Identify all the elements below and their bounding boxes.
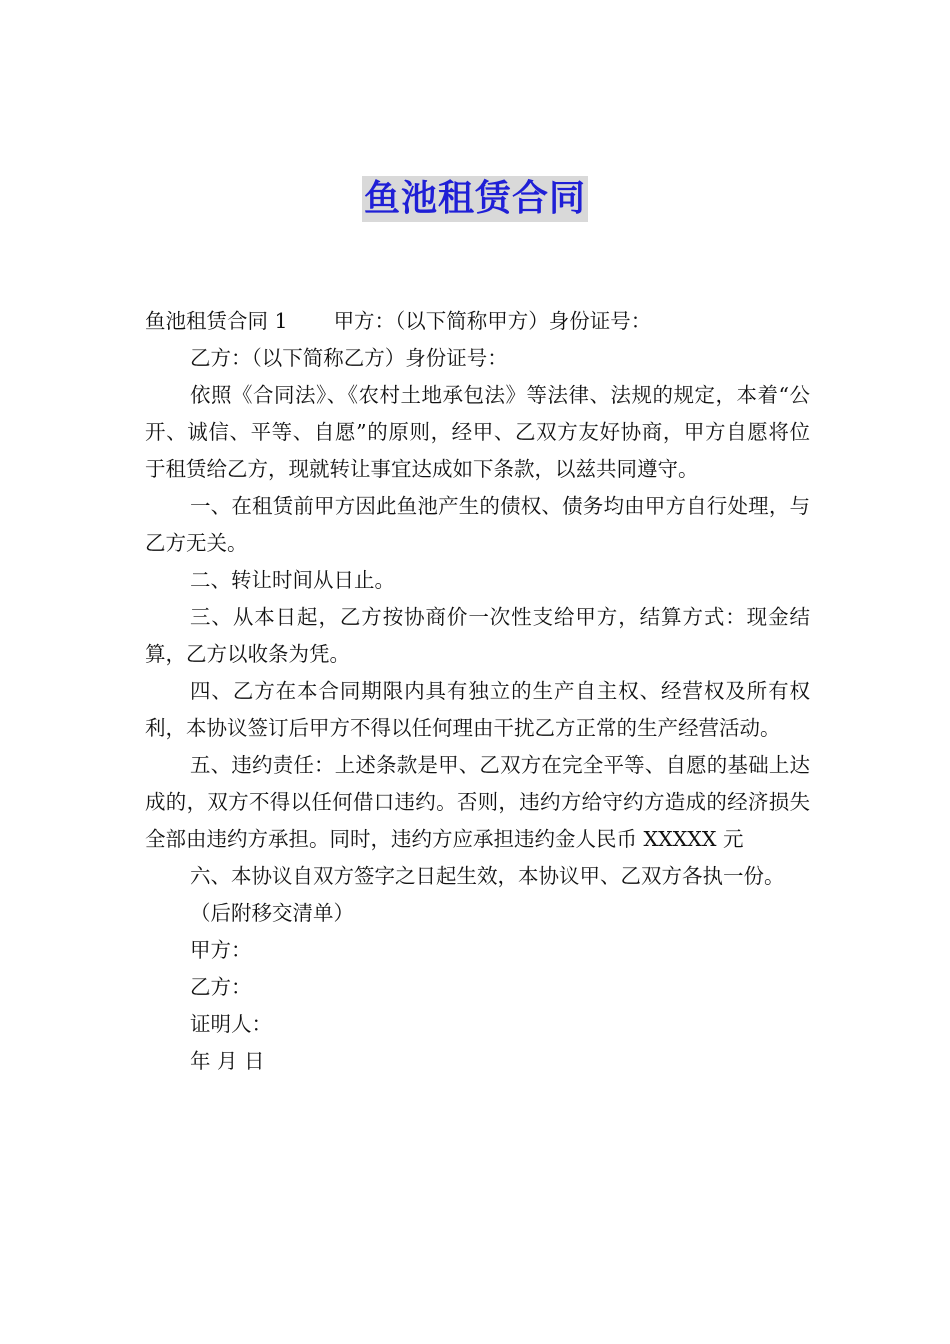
clause-4: 四、乙方在本合同期限内具有独立的生产自主权、经营权及所有权利，本协议签订后甲方不得以任何理由干扰乙方正常的生产经营活动。	[145, 679, 810, 740]
document-title: 鱼池租赁合同	[362, 176, 588, 222]
clause-6: 六、本协议自双方签字之日起生效，本协议甲、乙双方各执一份。	[190, 864, 785, 888]
party-a-line: 甲方：（以下简称甲方）身份证号：	[333, 309, 652, 333]
clause-1: 一、在租赁前甲方因此鱼池产生的债权、债务均由甲方自行处理，与乙方无关。	[145, 494, 810, 555]
clause-5: 五、违约责任：上述条款是甲、乙双方在完全平等、自愿的基础上达成的，双方不得以任何借口违约。否则，违约方给守约方造成的经济损失全部由违约方承担。同时，违约方应承担违约金人民币 XXXXX 元	[145, 753, 810, 851]
signature-witness: 证明人：	[190, 1012, 272, 1036]
attachment-note: （后附移交清单）	[190, 901, 354, 925]
clause-3: 三、从本日起，乙方按协商价一次性支给甲方，结算方式：现金结算，乙方以收条为凭。	[145, 605, 810, 666]
signature-party-a: 甲方：	[190, 938, 252, 962]
signature-date: 年 月 日	[190, 1049, 265, 1073]
preamble-paragraph: 依照《合同法》、《农村土地承包法》等法律、法规的规定，本着“公开、诚信、平等、自愿”的原则，经甲、乙双方友好协商，甲方自愿将位于租赁给乙方，现就转让事宜达成如下条款，以兹共同遵守。	[145, 383, 810, 481]
header-line	[145, 303, 810, 340]
signature-party-b: 乙方：	[190, 975, 252, 999]
document-body	[145, 303, 810, 1080]
party-b-line: 乙方：（以下简称乙方）身份证号：	[190, 346, 508, 370]
contract-number-label: 鱼池租赁合同 1	[145, 309, 288, 333]
clause-2: 二、转让时间从日止。	[190, 568, 395, 592]
title-container	[0, 176, 950, 222]
